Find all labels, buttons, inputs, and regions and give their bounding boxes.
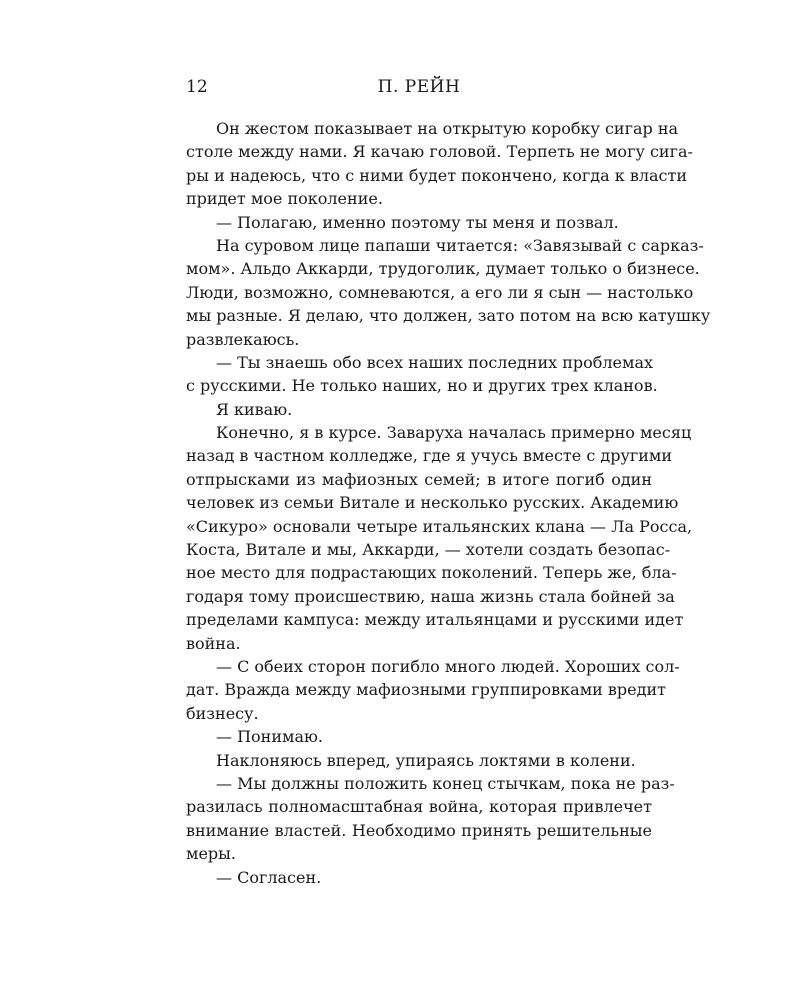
text-line: годаря тому происшествию, наша жизнь стала бойней за	[186, 586, 675, 606]
text-line: человек из семьи Витале и несколько русских. Академию	[186, 493, 679, 513]
text-line: развлекаюсь.	[186, 329, 300, 349]
text-line: придет мое поколение.	[186, 189, 383, 209]
page-number: 12	[186, 77, 208, 97]
text-line: Люди, возможно, сомневаются, а его ли я сын — настолько	[186, 282, 694, 302]
text-line: дат. Вражда между мафиозными группировками вредит	[186, 680, 666, 700]
text-line: мы разные. Я делаю, что должен, зато потом на всю катушку	[186, 306, 711, 326]
text-line: внимание властей. Необходимо принять решительные	[186, 820, 652, 840]
text-line: Коста, Витале и мы, Аккарди, — хотели создать безопас-	[186, 540, 671, 560]
text-line: — Ты знаешь обо всех наших последних проблемах	[216, 352, 654, 372]
text-line: На суровом лице папаши читается: «Завязывай с сарказ-	[216, 235, 704, 255]
text-line: — Полагаю, именно поэтому ты меня и позвал.	[216, 212, 619, 232]
text-line: бизнесу.	[186, 703, 259, 723]
text-line: — С обеих сторон погибло много людей. Хороших сол-	[216, 656, 680, 676]
text-line: меры.	[186, 844, 236, 864]
running-head	[186, 74, 652, 100]
text-line: разилась полномасштабная война, которая привлечет	[186, 797, 652, 817]
text-line: война.	[186, 633, 241, 653]
text-line: назад в частном колледже, где я учусь вместе с другими	[186, 446, 673, 466]
text-line: «Сикуро» основали четыре итальянских клана — Ла Росса,	[186, 516, 693, 536]
text-line: Конечно, я в курсе. Заваруха началась примерно месяц	[216, 423, 692, 443]
text-line: Он жестом показывает на открытую коробку сигар на	[216, 119, 679, 138]
text-line: ры и надеюсь, что с ними будет покончено, когда к власти	[186, 165, 688, 185]
text-line: ное место для подрастающих поколений. Теперь же, бла-	[186, 563, 677, 583]
text-line: столе между нами. Я качаю головой. Терпеть не могу сига-	[186, 142, 693, 162]
text-line: пределами кампуса: между итальянцами и русскими идет	[186, 610, 684, 630]
text-line: Я киваю.	[216, 399, 293, 419]
text-line: мом». Альдо Аккарди, трудоголик, думает только о бизнесе.	[186, 259, 700, 279]
text-line: — Мы должны положить конец стычкам, пока не раз-	[216, 773, 675, 793]
text-line: отпрысками из мафиозных семей; в итоге погиб один	[186, 469, 652, 489]
text-line: с русскими. Не только наших, но и других трех кланов.	[186, 376, 658, 396]
running-title: П. РЕЙН	[377, 77, 461, 97]
body-text	[186, 117, 711, 889]
text-line: — Понимаю.	[216, 727, 323, 747]
text-line: Наклоняюсь вперед, упираясь локтями в колени.	[216, 750, 636, 770]
text-line: — Согласен.	[216, 867, 322, 887]
